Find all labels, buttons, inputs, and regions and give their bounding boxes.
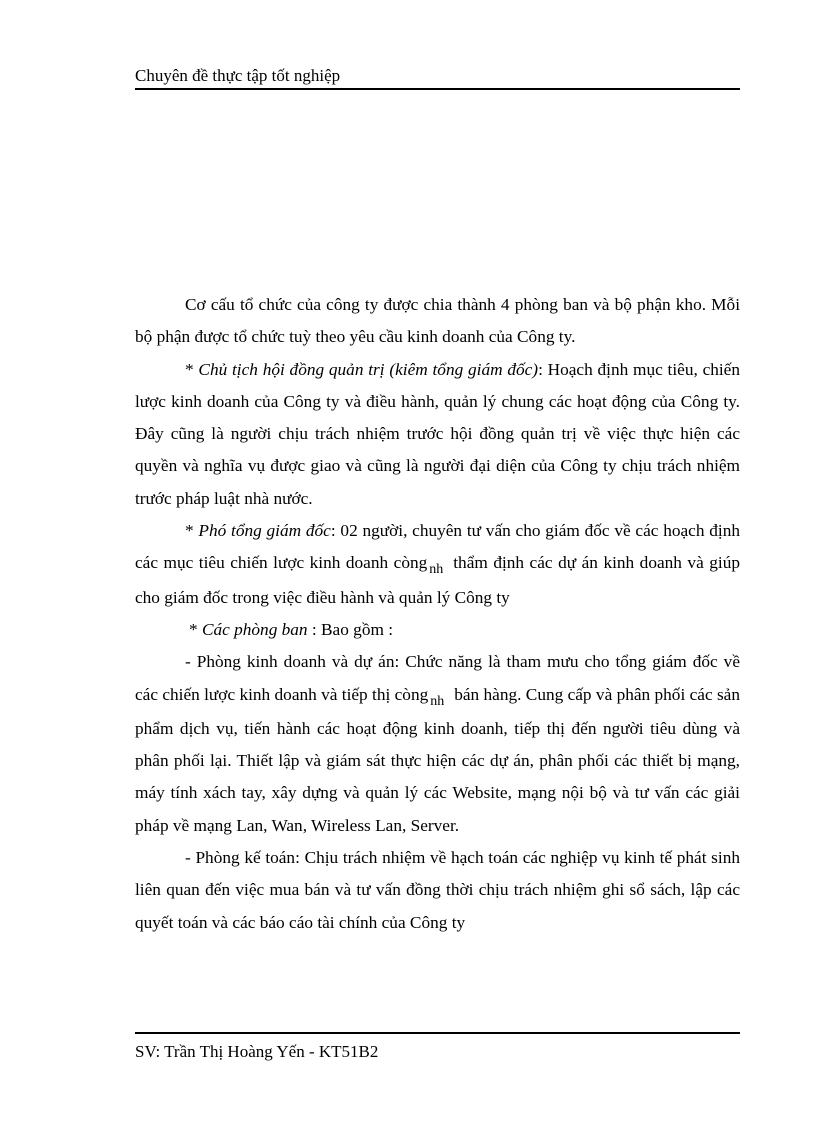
subscript-fragment: nh [429, 562, 444, 578]
role-title-departments: Các phòng ban [201, 619, 308, 639]
paragraph-text: : 02 người, chuyên tư vấn cho giám đốc về các hoạch định các mục tiêu chiến lược kinh doanh còng [135, 521, 740, 573]
paragraph-text: : Hoạch định mục tiêu, chiến lược kinh doanh của Công ty và điều hành, quản lý chung các hoạt động của Công ty. Đây cũng là người chịu trách nhiệm trước hội đồng quản trị về việc thực hiện các quyền và nghĩa vụ được giao và cũng là người đại diện của Công ty chịu trách nhiệm trước pháp luật nhà nước. [135, 359, 740, 508]
header-title: Chuyên đề thực tập tốt nghiệp [135, 66, 341, 85]
paragraph-vice-director [135, 515, 740, 614]
paragraph-business-dept [135, 646, 740, 842]
page-header [135, 66, 740, 86]
footer-text: SV: Trần Thị Hoàng Yến - KT51B2 [135, 1042, 379, 1061]
subscript-fragment: nh [430, 693, 445, 709]
paragraph-chairman [135, 354, 740, 515]
role-title-vice-director: Phó tổng giám đốc [198, 521, 331, 541]
paragraph-accounting-dept [135, 842, 740, 939]
paragraph-text: - Phòng kinh doanh và dự án: Chức năng là tham mưu cho tổng giám đốc về các chiến lược kinh doanh và tiếp thị còng [135, 652, 740, 704]
header-rule [135, 88, 740, 90]
footer-rule [135, 1032, 740, 1034]
role-title-chairman: Chủ tịch hội đồng quản trị (kiêm tổng giám đốc) [198, 359, 539, 379]
page-footer [135, 1042, 740, 1062]
paragraph-text: - Phòng kế toán: Chịu trách nhiệm về hạch toán các nghiệp vụ kinh tế phát sinh liên quan đến việc mua bán và tư vấn đồng thời chịu trách nhiệm ghi sổ sách, lập các quyết toán và các báo cáo tài chính của Công ty [135, 848, 740, 932]
paragraph-text: thẩm định các dự án kinh doanh và giúp cho giám đốc trong việc điều hành và quản lý Công ty [135, 553, 740, 607]
document-body [135, 289, 740, 939]
paragraph-departments [135, 614, 740, 646]
bullet-marker: * [185, 359, 199, 379]
paragraph-text: Cơ cấu tổ chức của công ty được chia thành 4 phòng ban và bộ phận kho. Mỗi bộ phận được tổ chức tuỳ theo yêu cầu kinh doanh của Công ty. [135, 295, 740, 347]
paragraph-text: : Bao gồm : [307, 619, 394, 639]
paragraph-org-structure [135, 289, 740, 354]
paragraph-text: bán hàng. Cung cấp và phân phối các sản phẩm dịch vụ, tiến hành các hoạt động kinh doanh, tiếp thị đến người tiêu dùng và phân phối lại. Thiết lập và giám sát thực hiện các dự án, phân phối các thiết bị mạng, máy tính xách tay, xây dựng và quản lý các Website, mạng nội bộ và tư vấn các giải pháp về mạng Lan, Wan, Wireless Lan, Server. [135, 684, 740, 835]
bullet-marker: * [189, 619, 202, 639]
bullet-marker: * [185, 521, 199, 541]
